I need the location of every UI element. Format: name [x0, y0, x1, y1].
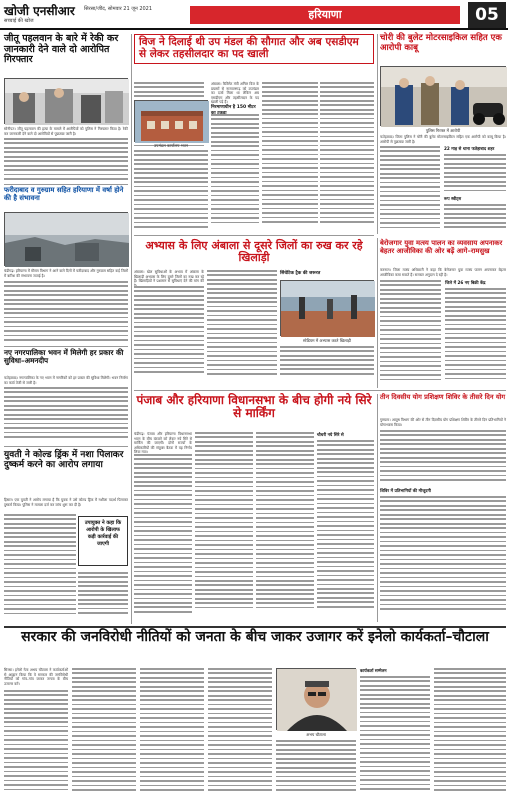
- column-rule: [377, 238, 378, 388]
- punjab-body-lines-2: [195, 432, 253, 618]
- chori-photo: [380, 66, 506, 126]
- abhyas-body: अंबाला। खेल सुविधाओं के अभाव में अंबाला के खिलाड़ी अभ्यास के लिए दूसरे जिलों का रुख कर रहे हैं। खिलाड़ियों ने प्रशासन से सुविधाएं देने की मांग की: [134, 270, 204, 284]
- abhyas-photo-image: [281, 281, 375, 337]
- jitu-body: सोनीपत। जीतू पहलवान की हत्या के मामले में आरोपियों को पुलिस ने गिरफ्तार किया है। रेकी कर जानकारी देने वाले दो आरोपियों से पूछताछ जारी है।: [4, 127, 128, 136]
- faridabad-photo: [4, 212, 128, 266]
- shivir-body-lines: [380, 430, 506, 486]
- punjab-body: चंडीगढ़। पंजाब और हरियाणा विधानसभा भवन के बीच बंटवारे को लेकर नये सिरे से मार्किंग की जाएगी। दोनों राज्यों के अधिकारियों की संयुक्त बैठक में यह निर्णय लिया गया।: [134, 432, 192, 455]
- punjab-subhead: चौधरी नये सिरे से: [317, 432, 344, 437]
- abhyas-photo: [280, 280, 374, 336]
- jitu-photo-image: [5, 79, 129, 125]
- punjab-body-lines-4: [317, 440, 374, 618]
- divider: [4, 626, 506, 628]
- chautala-photo-image: [277, 669, 357, 731]
- chautala-body-lines-3: [140, 668, 204, 796]
- chautala-body-lines-7: [434, 668, 506, 796]
- vij-body-lines-5: [134, 150, 208, 232]
- abhyas-body-lines: [134, 286, 204, 380]
- column-rule: [377, 34, 378, 234]
- berojgar-body-lines-2: [445, 288, 506, 384]
- abhyas-photo-caption: स्टेडियम में अभ्यास करते खिलाड़ी: [303, 338, 351, 343]
- nagarpalika-body-lines: [4, 387, 128, 443]
- divider: [134, 235, 374, 236]
- punjab-body-lines: [134, 454, 192, 618]
- chori-body: फतेहाबाद। जिला पुलिस ने चोरी की बुलेट मोटरसाइकिल सहित एक आरोपी को काबू किया है। आरोपी से पूछताछ जारी है।: [380, 135, 506, 144]
- chori-headline: चोरी की बुलेट मोटरसाइकिल सहित एक आरोपी काबू: [380, 33, 502, 53]
- chautala-photo: [276, 668, 356, 730]
- chori-photo-caption: पुलिस गिरफ्त में आरोपी: [425, 128, 461, 133]
- jitu-headline: जीतू पहलवान के बारे में रेकी कर जानकारी देने वाले दो आरोपित गिरफ्तार: [4, 33, 119, 66]
- nagarpalika-headline: नए नगरपालिका भवन में मिलेगी हर प्रकार की सुविधा–अमनदीप: [4, 348, 124, 366]
- abhyas-body-lines-3: [280, 346, 374, 380]
- jitu-photo: [4, 78, 128, 124]
- yuvati-body-lines-2: [78, 572, 128, 620]
- divider: [4, 446, 128, 447]
- chori-subhead-1: 22 माह से थाना फतेहाबाद शहर: [444, 146, 495, 151]
- abhyas-body-lines-2: [207, 270, 277, 380]
- vij-body-lines-3: [262, 82, 318, 232]
- shivir-headline: तीन दिवसीय योग प्रशिक्षण शिविर के तीसरे दिन योग: [380, 393, 506, 401]
- yuvati-pull-quote: उपायुक्त ने कहा कि आरोपी के खिलाफ कड़ी कार्रवाई की जाएगी: [78, 516, 128, 566]
- yuvati-body-lines: [4, 514, 76, 620]
- berojgar-body: करनाल। जिला मत्स्य अधिकारी ने कहा कि बेरोजगार युवा मत्स्य पालन अपनाकर बेहतर आजीविका कमा सकते हैं। सरकार अनुदान दे रही है।: [380, 268, 506, 277]
- chori-body-lines-2: [444, 154, 506, 194]
- column-rule: [131, 34, 132, 624]
- masthead: [0, 0, 508, 30]
- newspaper-title: खोजी एनसीआर: [4, 4, 75, 18]
- yuvati-headline: युवती ने कोल्ड ड्रिंक में नशा पिलाकर दुष्कर्म करने का आरोप लगाया: [4, 450, 124, 471]
- chori-photo-image: [381, 67, 507, 127]
- chautala-body: सिरसा। इनेलो नेता अभय चौटाला ने कार्यकर्ताओं से आह्वान किया कि वे सरकार की जनविरोधी नीतियों को गांव–गांव जाकर जनता के बीच उजागर करें।: [4, 668, 68, 686]
- faridabad-headline: फरीदाबाद व गुरुग्राम सहित हरियाणा में वर्षा होने की है संभावना: [4, 186, 124, 202]
- faridabad-photo-image: [5, 213, 129, 267]
- chautala-body-lines-2: [72, 668, 136, 796]
- chautala-body-lines-4: [208, 668, 272, 796]
- shivir-body-lines-2: [380, 496, 506, 618]
- section-title: हरियाणा: [190, 6, 460, 24]
- chori-body-lines-3: [444, 204, 506, 232]
- faridabad-body-lines: [4, 281, 128, 343]
- vij-photo: [134, 100, 208, 142]
- faridabad-body: चंडीगढ़। हरियाणा में मौसम विभाग ने आने वाले दिनों में फरीदाबाद और गुरुग्राम सहित कई जिलों में बारिश की संभावना जताई है।: [4, 269, 128, 278]
- nagarpalika-body: फतेहाबाद। नगरपालिका के नए भवन में नागरिकों को हर प्रकार की सुविधा मिलेगी। भवन निर्माण का कार्य तेजी से जारी है।: [4, 376, 128, 385]
- vij-photo-image: [135, 101, 209, 143]
- chautala-subhead: कार्यकर्ता सम्मेलन: [360, 668, 387, 673]
- newspaper-tagline: सच्चाई की खोज: [4, 18, 34, 24]
- divider: [4, 346, 128, 347]
- jitu-body-lines: [4, 138, 128, 182]
- vij-body-lines-2: [211, 114, 259, 232]
- vij-photo-caption: उपमंडल कार्यालय भवन: [153, 143, 188, 148]
- chori-body-lines: [380, 146, 440, 232]
- shivir-subhead: शिविर में प्रतिभागियों की मौजूदगी: [380, 488, 431, 493]
- abhyas-subhead: सिंथेटिक ट्रैक की जरूरत: [280, 271, 321, 276]
- chori-subhead-2: रूप स्वीट्स: [444, 196, 462, 201]
- punjab-body-lines-3: [256, 432, 314, 618]
- page-number: 05: [468, 2, 506, 28]
- vij-subhead: निरमाणाधीन है 150 मीटर: [211, 105, 256, 110]
- vij-headline: विज ने दिलाई थी उप मंडल की सौगात और अब एसडीएम से लेकर तहसीलदार का पद खाली: [134, 34, 374, 64]
- divider: [4, 184, 128, 185]
- chautala-photo-caption: अभय चौटाला: [306, 732, 326, 737]
- divider: [134, 390, 506, 391]
- vij-body-lines-4: [320, 82, 374, 232]
- vij-body: अंबाला। कैबिनेट मंत्री अनिल विज के प्रयासों से नारायणगढ़ को उपमंडल का दर्जा मिला था लेकिन अब एसडीएम और तहसीलदार के पद खाली पड़े हैं।: [211, 82, 259, 105]
- chautala-body-lines-6: [360, 676, 430, 796]
- chautala-headline: सरकार की जनविरोधी नीतियों को जनता के बीच जाकर उजागर करें इनेलो कार्यकर्ता–चौटाला: [21, 629, 489, 645]
- punjab-headline: पंजाब और हरियाणा विधानसभा के बीच होगी नये सिरे से मार्किंग: [136, 393, 372, 421]
- yuvati-body: हिसार। एक युवती ने आरोप लगाया है कि युवक ने उसे कोल्ड ड्रिंक में नशीला पदार्थ पिलाकर दुष्कर्म किया। पुलिस ने मामला दर्ज कर जांच शुरू कर दी है।: [4, 498, 128, 507]
- column-rule: [377, 394, 378, 622]
- chautala-body-lines-5: [276, 740, 356, 796]
- berojgar-headline: बेरोजगार युवा मत्स्य पालन का व्यवसाय अपनाकर बेहतर आजीविका की ओर बढ़ें आगे–रामसुख: [380, 239, 503, 255]
- berojgar-body-lines: [380, 280, 441, 384]
- chautala-body-lines: [4, 690, 68, 796]
- berojgar-subhead: जिले में 26 नए बिक्री केंद्र: [445, 280, 486, 285]
- shivir-body: गुरुग्राम। आयुष विभाग की ओर से तीन दिवसीय योग प्रशिक्षण शिविर के तीसरे दिन प्रतिभागियों ने योगाभ्यास किया।: [380, 418, 506, 427]
- issue-date: सिरसा/जींद, सोमवार 21 जून 2021: [84, 6, 153, 12]
- abhyas-headline: अभ्यास के लिए अंबाला से दूसरे जिलों का रुख कर रहे खिलाड़ी: [145, 239, 363, 265]
